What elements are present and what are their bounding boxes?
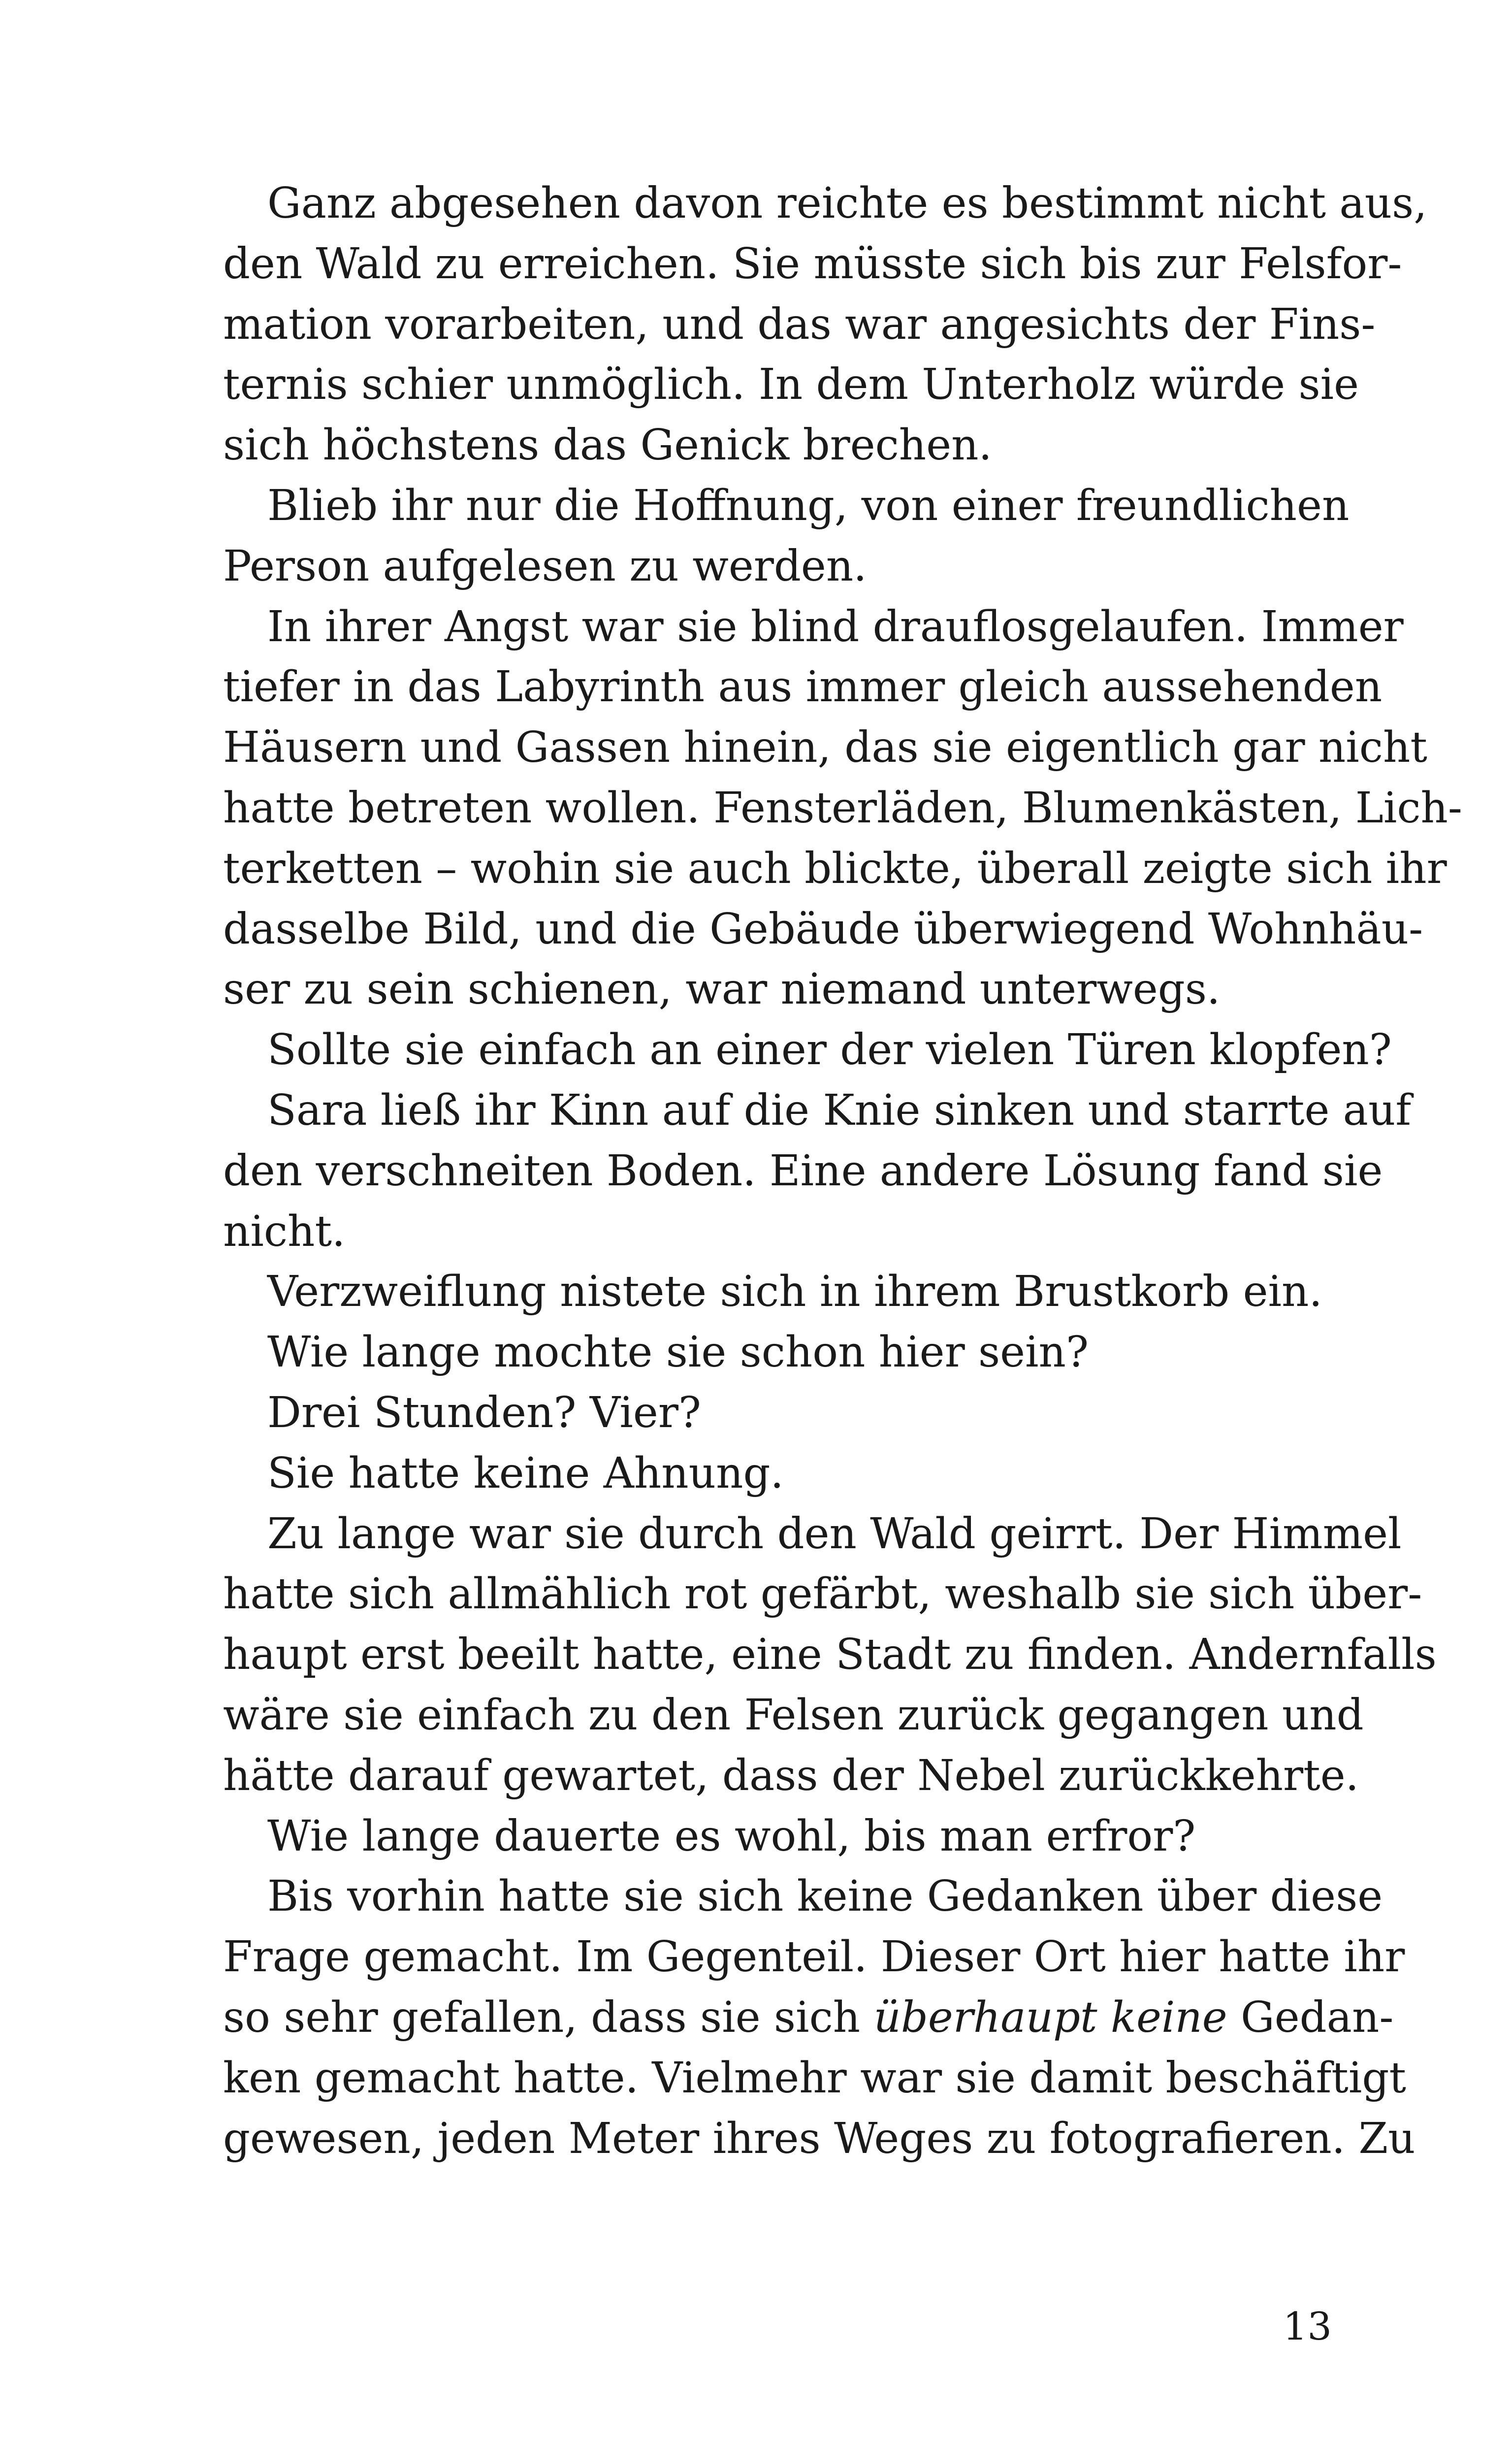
text-line: den verschneiten Boden. Eine andere Lösung fand sie xyxy=(223,1146,1383,1196)
text-line: hatte sich allmählich rot gefärbt, weshalb sie sich über- xyxy=(223,1569,1422,1619)
text-line: Drei Stunden? Vier? xyxy=(267,1388,702,1437)
text-line: Verzweiflung nistete sich in ihrem Brustkorb ein. xyxy=(267,1267,1322,1317)
text-line: hatte betreten wollen. Fensterläden, Blumenkästen, Lich- xyxy=(223,783,1462,833)
text-line: Frage gemacht. Im Gegenteil. Dieser Ort hier hatte ihr xyxy=(223,1932,1405,1982)
text-line: Sara ließ ihr Kinn auf die Knie sinken und starrte auf xyxy=(267,1085,1412,1135)
text-segment: Gedan- xyxy=(1227,1992,1394,2042)
text-line: ser zu sein schienen, war niemand unterwegs. xyxy=(223,965,1221,1014)
text-line: hätte darauf gewartet, dass der Nebel zurückkehrte. xyxy=(223,1751,1359,1800)
text-line: Zu lange war sie durch den Wald geirrt. Der Himmel xyxy=(267,1509,1402,1559)
text-line: ken gemacht hatte. Vielmehr war sie damit beschäftigt xyxy=(223,2053,1406,2103)
text-line: Sollte sie einfach an einer der vielen Türen klopfen? xyxy=(267,1025,1392,1075)
page-number: 13 xyxy=(1283,2305,1332,2349)
text-line: Häusern und Gassen hinein, das sie eigentlich gar nicht xyxy=(223,723,1427,773)
text-line: Person aufgelesen zu werden. xyxy=(223,541,867,591)
text-line xyxy=(223,1987,1394,2048)
emphasized-text: überhaupt keine xyxy=(873,1992,1227,2042)
text-line: Bis vorhin hatte sie sich keine Gedanken über diese xyxy=(267,1872,1383,1922)
text-line: In ihrer Angst war sie blind drauflosgelaufen. Immer xyxy=(267,602,1404,651)
text-line: Wie lange mochte sie schon hier sein? xyxy=(267,1328,1089,1377)
text-line: gewesen, jeden Meter ihres Weges zu fotografieren. Zu xyxy=(223,2114,1415,2163)
text-line: Wie lange dauerte es wohl, bis man erfror? xyxy=(267,1811,1196,1861)
text-line: haupt erst beeilt hatte, eine Stadt zu finden. Andernfalls xyxy=(223,1630,1437,1680)
body-text xyxy=(223,173,1462,2169)
text-line: nicht. xyxy=(223,1206,346,1256)
text-line: ternis schier unmöglich. In dem Unterholz würde sie xyxy=(223,360,1359,410)
text-segment: so sehr gefallen, dass sie sich xyxy=(223,1992,874,2042)
text-line: wäre sie einfach zu den Felsen zurück gegangen und xyxy=(223,1690,1364,1740)
text-line: mation vorarbeiten, und das war angesichts der Fins- xyxy=(223,299,1376,349)
text-line: Sie hatte keine Ahnung. xyxy=(267,1448,784,1498)
text-line: Blieb ihr nur die Hoffnung, von einer freundlichen xyxy=(267,481,1350,530)
text-line: terketten – wohin sie auch blickte, überall zeigte sich ihr xyxy=(223,844,1447,893)
text-line: tiefer in das Labyrinth aus immer gleich aussehenden xyxy=(223,662,1383,712)
text-line: Ganz abgesehen davon reichte es bestimmt nicht aus, xyxy=(267,179,1427,228)
text-line: sich höchstens das Genick brechen. xyxy=(223,421,992,470)
text-line: den Wald zu erreichen. Sie müsste sich bis zur Felsfor- xyxy=(223,239,1402,289)
text-line: dasselbe Bild, und die Gebäude überwiegend Wohnhäu- xyxy=(223,904,1423,954)
